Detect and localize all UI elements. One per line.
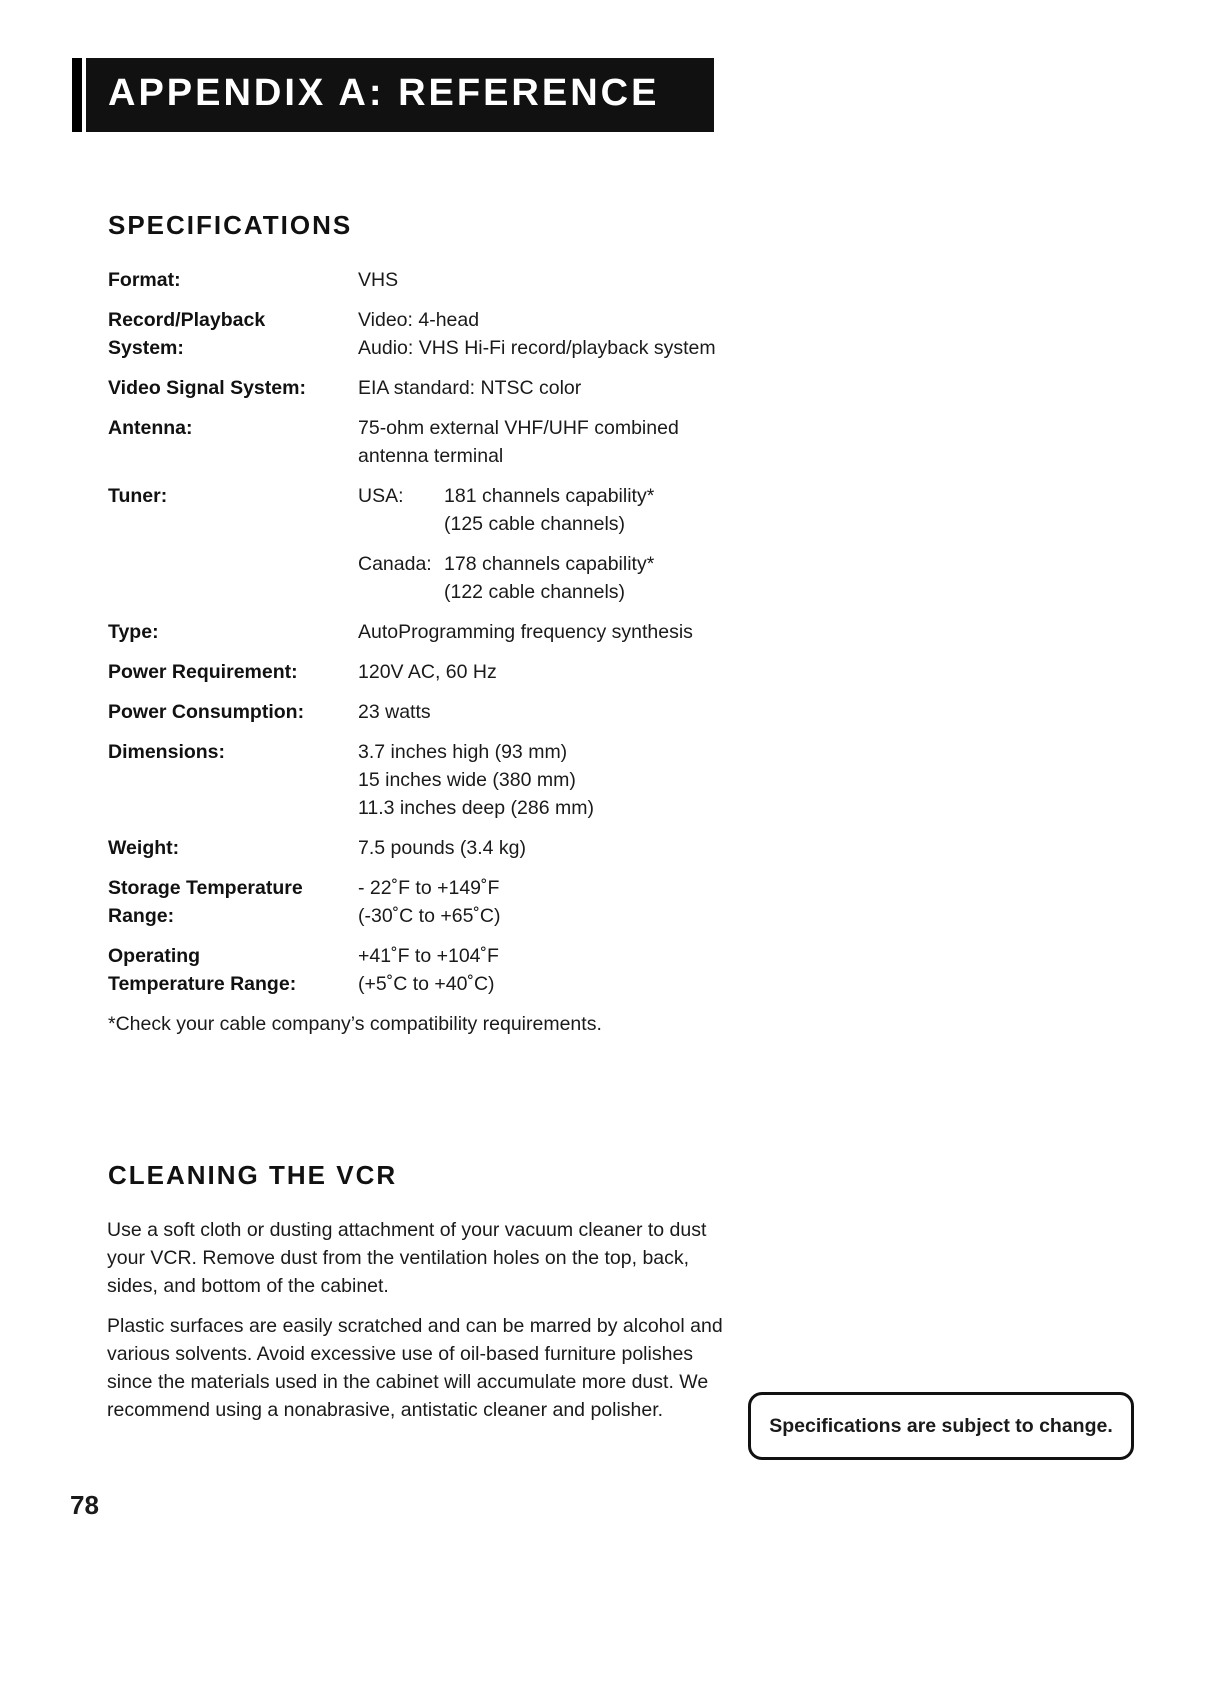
spec-value-line: 75-ohm external VHF/UHF combined [358,417,679,439]
spec-value-line: (-30˚C to +65˚C) [358,905,501,927]
spec-value [358,874,768,930]
compatibility-footnote: *Check your cable company’s compatibility requirements. [108,1013,602,1035]
spec-row-storage-temperature [108,874,768,930]
tuner-region-label: Canada: [358,553,432,575]
spec-value: EIA standard: NTSC color [358,377,582,399]
spec-label-line: Operating [108,945,201,967]
specifications-heading: SPECIFICATIONS [108,210,353,240]
spec-value-line: 3.7 inches high (93 mm) [358,741,568,763]
appendix-title: APPENDIX A: REFERENCE [108,72,660,114]
page-number: 78 [70,1490,99,1520]
spec-value-line: 11.3 inches deep (286 mm) [358,797,594,819]
spec-label [108,942,358,998]
spec-row-power-requirement [108,658,768,686]
spec-value-line: - 22˚F to +149˚F [358,877,500,899]
spec-value: 23 watts [358,701,431,723]
spec-value-line: +41˚F to +104˚F [358,945,499,967]
spec-label-line: Range: [108,905,175,927]
spec-label: Weight: [108,837,180,859]
spec-label: Power Requirement: [108,661,298,683]
cleaning-body [107,1216,727,1436]
cleaning-paragraph: Plastic surfaces are easily scratched and can be marred by alcohol and various solvents. Avoid excessive use of oil-based furniture polishes since the materials used in the cabinet will accumulate more dust. We recommend using a nonabrasive, antistatic cleaner and polisher. [107,1315,723,1421]
spec-value [358,482,768,606]
specifications-table [108,266,768,1038]
tuner-details [444,482,654,538]
spec-row-format [108,266,768,294]
spec-label: Antenna: [108,417,193,439]
spec-label-line: System: [108,337,184,359]
cleaning-paragraph: Use a soft cloth or dusting attachment of your vacuum cleaner to dust your VCR. Remove dust from the ventilation holes on the top, back, sides, and bottom of the cabinet. [107,1219,707,1297]
spec-value-line: Video: 4-head [358,309,480,331]
spec-value: 7.5 pounds (3.4 kg) [358,837,527,859]
specifications-note: Specifications are subject to change. [769,1414,1113,1437]
spec-value-line: (+5˚C to +40˚C) [358,973,495,995]
spec-label [108,874,358,930]
spec-value: VHS [358,269,399,291]
spec-value-line: antenna terminal [358,445,504,467]
spec-value: 120V AC, 60 Hz [358,661,497,683]
spec-value-line: (125 cable channels) [444,513,626,535]
spec-value: AutoProgramming frequency synthesis [358,621,693,643]
spec-value [358,738,768,822]
spec-row-video-signal [108,374,768,402]
spec-label [108,306,358,362]
tuner-usa [358,482,768,538]
spec-label: Tuner: [108,485,168,507]
spec-value-line: 15 inches wide (380 mm) [358,769,576,791]
tuner-canada [358,550,768,606]
spec-label: Dimensions: [108,741,226,763]
spec-value-line: (122 cable channels) [444,581,626,603]
spec-row-tuner [108,482,768,606]
spec-value [358,942,768,998]
spec-value [358,306,768,362]
appendix-header-banner [72,58,714,132]
spec-row-weight [108,834,768,862]
spec-row-type [108,618,768,646]
spec-row-record-playback [108,306,768,362]
spec-label: Type: [108,621,159,643]
spec-row-dimensions [108,738,768,822]
spec-label-line: Temperature Range: [108,973,297,995]
tuner-details [444,550,654,606]
spec-value-line: 178 channels capability* [444,553,655,575]
cleaning-heading: CLEANING THE VCR [108,1160,398,1190]
spec-label: Power Consumption: [108,701,305,723]
tuner-region-label: USA: [358,485,404,507]
spec-label-line: Storage Temperature [108,877,303,899]
spec-value-line: Audio: VHS Hi-Fi record/playback system [358,337,716,359]
spec-value [358,414,768,470]
specifications-note-box [748,1392,1134,1460]
spec-label-line: Record/Playback [108,309,266,331]
banner-accent-bar [72,58,86,132]
spec-row-operating-temperature [108,942,768,998]
spec-label: Format: [108,269,181,291]
spec-value-line: 181 channels capability* [444,485,655,507]
spec-row-antenna [108,414,768,470]
spec-label: Video Signal System: [108,377,306,399]
spec-row-power-consumption [108,698,768,726]
